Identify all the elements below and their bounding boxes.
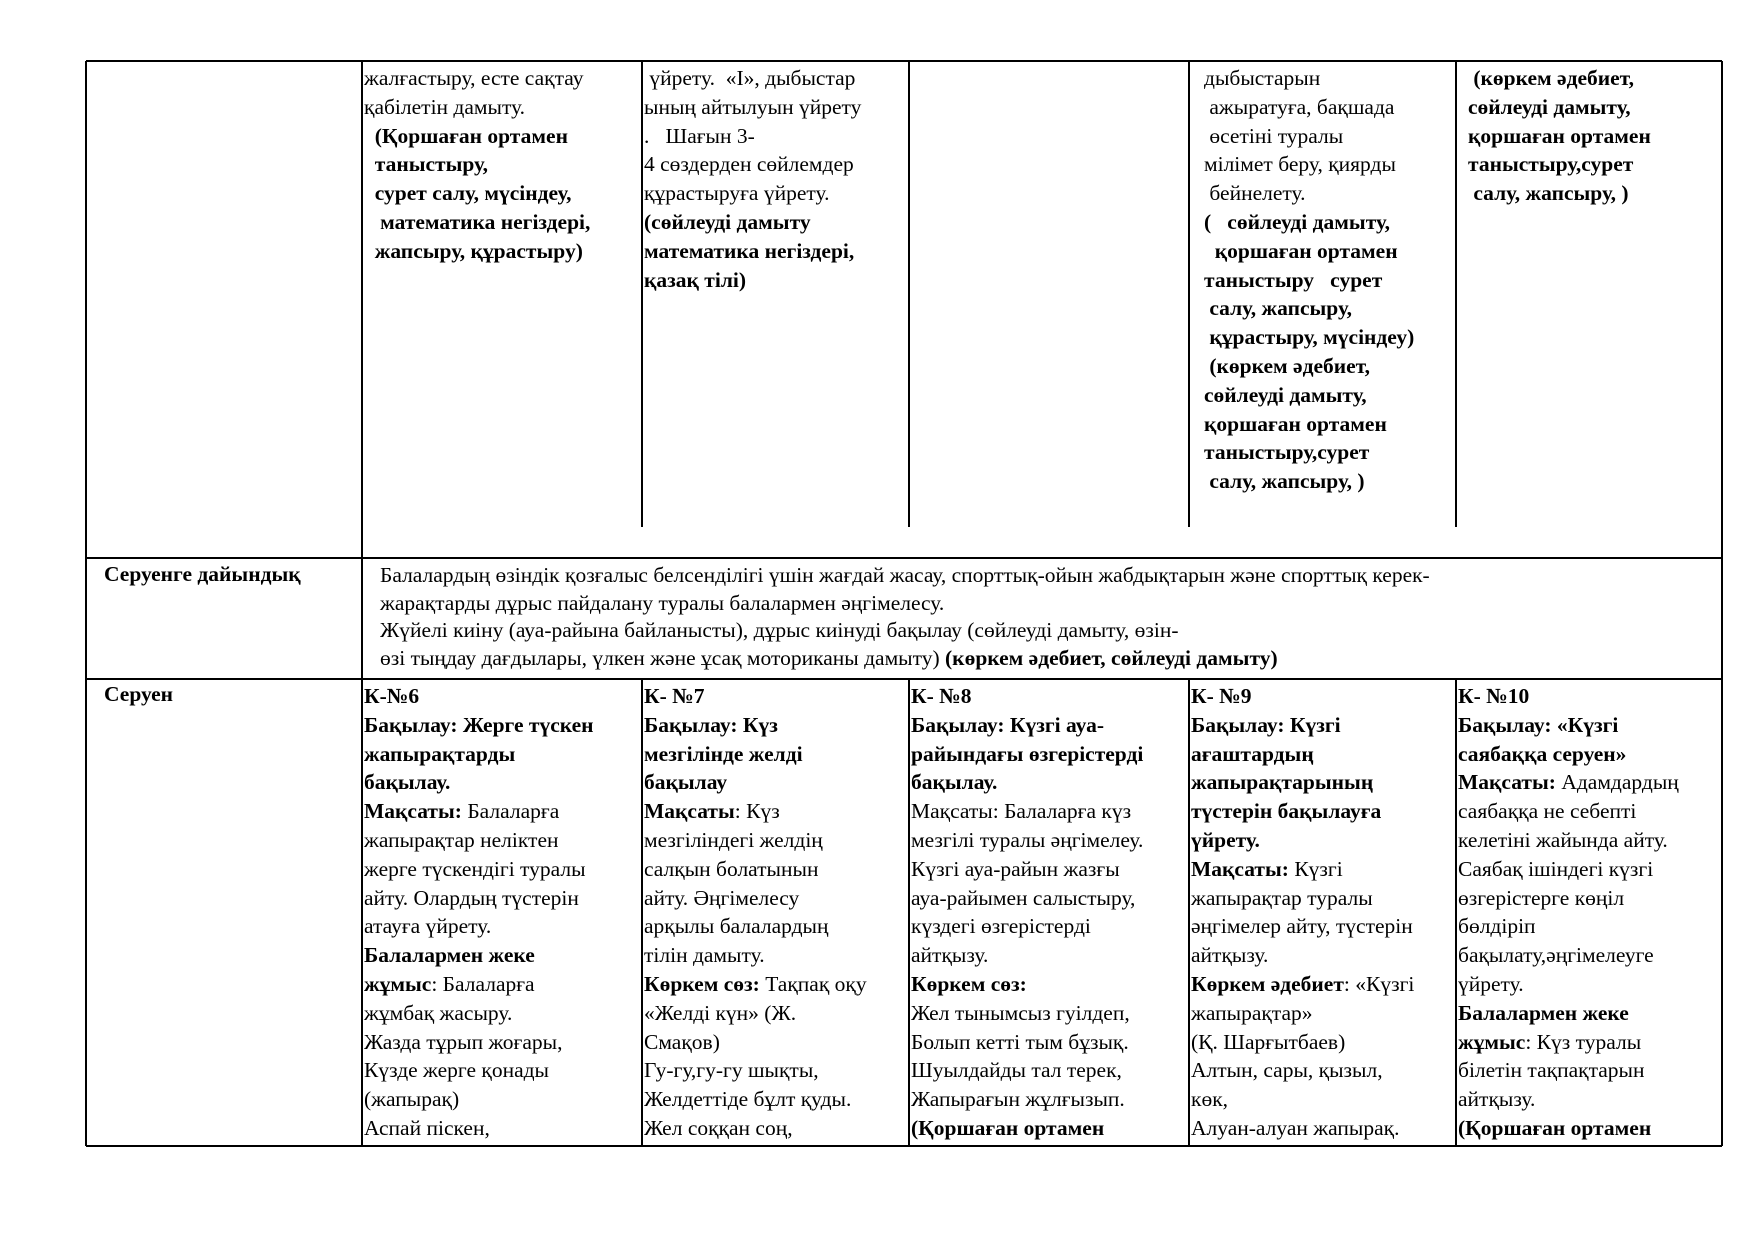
text-line	[1191, 682, 1414, 711]
bold-text: қоршаған ортамен	[1468, 123, 1651, 148]
text-line	[1458, 1056, 1679, 1085]
bold-text: Көркем әдебиет	[1191, 971, 1344, 996]
walk-row-col3-text	[644, 682, 867, 1143]
bold-text: таныстыру,	[364, 152, 489, 177]
plain-text: Гу-гу,гу-гу шықты,	[644, 1058, 819, 1083]
text-line	[1204, 294, 1414, 323]
plain-text: Жел тынымсыз гуілдеп,	[911, 1000, 1130, 1025]
text-line	[644, 884, 867, 913]
text-line	[1191, 941, 1414, 970]
bold-text: Мақсаты:	[1458, 770, 1556, 795]
text-line	[1458, 941, 1679, 970]
plain-text: өсетіні туралы	[1204, 123, 1344, 148]
bold-text: (сөйлеуді дамыту	[644, 209, 811, 234]
plain-text: өзгерістерге көңіл	[1458, 885, 1625, 910]
bold-text: (көркем әдебиет,	[1204, 353, 1371, 378]
text-line	[364, 1085, 594, 1114]
bold-text: жұмыс	[1458, 1029, 1526, 1054]
text-line	[1468, 179, 1651, 208]
text-line	[644, 179, 861, 208]
text-line	[644, 1056, 867, 1085]
text-line	[364, 826, 594, 855]
text-line	[380, 645, 1430, 673]
text-line	[911, 884, 1143, 913]
text-line	[1468, 122, 1651, 151]
plain-text: саябаққа не себепті	[1458, 799, 1637, 824]
plain-text: айтқызу.	[911, 943, 989, 968]
plain-text: әңгімелер айту, түстерін	[1191, 914, 1413, 939]
text-line	[1458, 1085, 1679, 1114]
text-line	[1204, 323, 1414, 352]
text-line	[911, 1085, 1143, 1114]
plain-text: құрастыруға үйрету.	[644, 181, 830, 206]
text-line	[1191, 740, 1414, 769]
plain-text: Күзгі	[1288, 856, 1343, 881]
text-line	[364, 970, 594, 999]
text-line	[911, 941, 1143, 970]
text-line	[644, 855, 867, 884]
text-line	[1204, 64, 1414, 93]
text-line	[1458, 1028, 1679, 1057]
bold-text: жапырақтарды	[364, 741, 516, 766]
plain-text: көк,	[1191, 1087, 1229, 1112]
text-line	[644, 150, 861, 179]
plain-text: Балалардың өзіндік қозғалыс белсенділігі үшін жағдай жасау, спорттық-ойын жабдықтарын және спорттық керек-	[380, 563, 1430, 587]
plain-text: жапырақтар»	[1191, 1000, 1313, 1025]
text-line	[1204, 237, 1414, 266]
text-line	[1204, 179, 1414, 208]
text-line	[1458, 797, 1679, 826]
text-line	[1458, 970, 1679, 999]
bold-text: жұмыс	[364, 971, 432, 996]
text-line	[644, 912, 867, 941]
plain-text: арқылы балалардың	[644, 914, 829, 939]
plain-text: үйрету. «І», дыбыстар	[644, 66, 856, 90]
text-line	[644, 266, 861, 295]
text-line	[364, 797, 594, 826]
bold-text: бақылау	[644, 770, 728, 795]
plain-text: : Күз туралы	[1525, 1029, 1642, 1054]
plain-text: Саябақ ішіндегі күзгі	[1458, 856, 1654, 881]
text-line	[1458, 912, 1679, 941]
text-line	[1458, 884, 1679, 913]
bold-text: Бақылау: Күзгі	[1191, 712, 1341, 737]
bold-text: салу, жапсыру, )	[1468, 181, 1629, 206]
bold-text: жапырақтарының	[1191, 770, 1374, 795]
text-line	[911, 1056, 1143, 1085]
plain-text: ажыратуға, бақшада	[1204, 94, 1395, 119]
text-line	[1458, 740, 1679, 769]
text-line	[1191, 855, 1414, 884]
bold-text: К- №10	[1458, 684, 1530, 708]
bold-text: Бақылау: «Күзгі	[1458, 712, 1619, 737]
plain-text: айту. Олардың түстерін	[364, 885, 579, 910]
plain-text: Болып кетті тым бұзық.	[911, 1029, 1129, 1054]
plain-text: : Балаларға	[431, 971, 535, 996]
bold-text: математика негіздері,	[364, 209, 591, 234]
bold-text: құрастыру, мүсіндеу)	[1204, 325, 1415, 350]
plain-text: күздегі өзгерістерді	[911, 914, 1091, 939]
plain-text: атауға үйрету.	[364, 914, 492, 939]
text-line	[364, 941, 594, 970]
text-line	[364, 768, 594, 797]
prep-row-text	[380, 562, 1430, 672]
plain-text: бейнелету.	[1204, 181, 1306, 206]
text-line	[911, 826, 1143, 855]
bold-text: Мақсаты:	[364, 799, 462, 824]
bold-text: түстерін бақылауға	[1191, 799, 1382, 824]
text-line	[644, 826, 867, 855]
plain-text: Адамдардың	[1555, 770, 1679, 795]
text-line	[911, 797, 1143, 826]
bold-text: Мақсаты	[644, 799, 735, 824]
bold-text: (көркем әдебиет,	[1468, 66, 1635, 90]
plain-text: Күзде жерге қонады	[364, 1058, 549, 1083]
bold-text: (көркем әдебиет, сөйлеуді дамыту)	[945, 645, 1278, 670]
text-line	[1204, 467, 1414, 496]
text-line	[644, 740, 867, 769]
text-line	[1458, 768, 1679, 797]
text-line	[1204, 208, 1414, 237]
text-line	[1191, 1056, 1414, 1085]
text-line	[911, 682, 1143, 711]
plain-text: Аспай піскен,	[364, 1115, 490, 1140]
plain-text: : «Күзгі	[1343, 971, 1415, 996]
plain-text: ының айтылуын үйрету	[644, 94, 862, 119]
text-line	[644, 122, 861, 151]
top-row-col3-text	[644, 64, 861, 294]
plain-text: Тақпақ оқу	[759, 971, 867, 996]
top-row-col5-text	[1204, 64, 1414, 496]
plain-text: жерге түскендігі туралы	[364, 856, 586, 881]
plain-text: ауа-райымен салыстыру,	[911, 885, 1136, 910]
bold-text: Балалармен жеке	[364, 943, 535, 968]
text-line	[644, 64, 861, 93]
text-line	[364, 1056, 594, 1085]
text-line	[644, 93, 861, 122]
bold-text: Көркем сөз:	[644, 971, 760, 996]
text-line	[364, 855, 594, 884]
plain-text: Жапырағын жұлғызып.	[911, 1087, 1125, 1112]
text-line	[380, 562, 1430, 590]
plain-text: Желдеттіде бұлт қуды.	[644, 1087, 852, 1112]
plain-text: бақылату,әңгімелеуге	[1458, 943, 1654, 968]
plain-text: жарақтарды дұрыс пайдалану туралы балалармен әңгімелесу.	[380, 590, 945, 615]
plain-text: Алуан-алуан жапырақ.	[1191, 1115, 1400, 1140]
text-line	[1458, 711, 1679, 740]
plain-text: мезгіліндегі желдің	[644, 827, 823, 852]
walk-row-col5-text	[1191, 682, 1414, 1143]
text-line	[364, 208, 590, 237]
text-line	[644, 1028, 867, 1057]
text-line	[911, 1028, 1143, 1057]
text-line	[911, 855, 1143, 884]
top-row-col6-text	[1468, 64, 1651, 208]
plain-text: мілімет беру, қиярды	[1204, 152, 1396, 177]
plain-text: Жүйелі киіну (ауа-райына байланысты), дұрыс киінуді бақылау (сөйлеуді дамыту, өзін-	[380, 618, 1179, 642]
text-line	[1204, 410, 1414, 439]
text-line	[364, 122, 590, 151]
plain-text: үйрету.	[1458, 971, 1524, 996]
bold-text: мезгілінде желді	[644, 741, 803, 766]
text-line	[1191, 1085, 1414, 1114]
bold-text: бақылау.	[911, 770, 998, 795]
bold-text: қазақ тілі)	[644, 267, 747, 292]
text-line	[1458, 855, 1679, 884]
text-line	[1204, 122, 1414, 151]
text-line	[911, 999, 1143, 1028]
bold-text: (Қоршаған ортамен	[1458, 1115, 1652, 1140]
text-line	[1191, 1114, 1414, 1143]
text-line	[380, 617, 1430, 645]
text-line	[1191, 970, 1414, 999]
text-line	[644, 1114, 867, 1143]
plain-text: Алтын, сары, қызыл,	[1191, 1058, 1383, 1083]
text-line	[1204, 381, 1414, 410]
text-line	[364, 64, 590, 93]
bold-text: Бақылау: Жерге түскен	[364, 712, 594, 737]
bold-text: саябаққа серуен»	[1458, 741, 1627, 766]
text-line	[1191, 912, 1414, 941]
text-line	[644, 999, 867, 1028]
text-line	[364, 912, 594, 941]
plain-text: жапырақтар туралы	[1191, 885, 1373, 910]
plain-text: салқын болатынын	[644, 856, 819, 881]
text-line	[911, 711, 1143, 740]
plain-text: мезгілі туралы әңгімелеу.	[911, 827, 1144, 852]
plain-text: айтқызу.	[1191, 943, 1269, 968]
text-line	[364, 150, 590, 179]
text-line	[1191, 711, 1414, 740]
text-line	[1204, 150, 1414, 179]
text-line	[1468, 64, 1651, 93]
walk-row-col4-text	[911, 682, 1143, 1143]
plain-text: жұмбақ жасыру.	[364, 1000, 513, 1025]
text-line	[644, 237, 861, 266]
plain-text: жапырақтар неліктен	[364, 827, 559, 852]
text-line	[1458, 999, 1679, 1028]
plain-text: білетін тақпақтарын	[1458, 1058, 1645, 1083]
bold-text: салу, жапсыру,	[1204, 296, 1352, 321]
walk-row-label: Серуен	[104, 682, 174, 706]
plain-text: бөлдіріп	[1458, 914, 1536, 939]
text-line	[644, 208, 861, 237]
plain-text: : Күз	[734, 799, 780, 824]
bold-text: (Қоршаған ортамен	[911, 1115, 1105, 1140]
text-line	[644, 711, 867, 740]
plain-text: . Шағын 3-	[644, 123, 755, 148]
text-line	[644, 797, 867, 826]
bold-text: К- №7	[644, 684, 705, 708]
plain-text: Смақов)	[644, 1029, 720, 1054]
text-line	[1468, 93, 1651, 122]
bold-text: Көркем сөз:	[911, 971, 1027, 996]
walk-row-col6-text	[1458, 682, 1679, 1143]
bold-text: сөйлеуді дамыту,	[1468, 94, 1631, 119]
text-line	[1204, 266, 1414, 295]
text-line	[1458, 826, 1679, 855]
text-line	[911, 912, 1143, 941]
bold-text: бақылау.	[364, 770, 451, 795]
bold-text: қоршаған ортамен	[1204, 238, 1398, 263]
text-line	[364, 179, 590, 208]
text-line	[1191, 999, 1414, 1028]
bold-text: ағаштардың	[1191, 741, 1314, 766]
text-line	[1458, 1114, 1679, 1143]
plain-text: айтқызу.	[1458, 1087, 1536, 1112]
plain-text: өзі тыңдау дағдылары, үлкен және ұсақ моториканы дамыту)	[380, 645, 946, 670]
plain-text: тілін дамыту.	[644, 943, 765, 968]
plain-text: Шуылдайды тал терек,	[911, 1058, 1122, 1083]
bold-text: райындағы өзгерістерді	[911, 741, 1144, 766]
text-line	[644, 970, 867, 999]
text-line	[911, 740, 1143, 769]
plain-text: 4 сөздерден сөйлемдер	[644, 152, 854, 177]
top-row-col2-text	[364, 64, 590, 266]
plain-text: Жел соққан соң,	[644, 1115, 793, 1140]
bold-text: Бақылау: Күзгі ауа-	[911, 712, 1104, 737]
bold-text: таныстыру,сурет	[1468, 152, 1634, 177]
plain-text: дыбыстарын	[1204, 66, 1321, 90]
plain-text: (жапырақ)	[364, 1087, 460, 1112]
text-line	[644, 941, 867, 970]
bold-text: Бақылау: Күз	[644, 712, 778, 737]
text-line	[1458, 682, 1679, 711]
text-line	[644, 1085, 867, 1114]
text-line	[644, 768, 867, 797]
text-line	[1191, 768, 1414, 797]
bold-text: К- №8	[911, 684, 972, 708]
text-line	[1468, 150, 1651, 179]
text-line	[911, 1114, 1143, 1143]
text-line	[911, 970, 1143, 999]
bold-text: К-№6	[364, 684, 420, 708]
plain-text: қабілетін дамыту.	[364, 94, 526, 119]
text-line	[1204, 93, 1414, 122]
bold-text: К- №9	[1191, 684, 1252, 708]
bold-text: таныстыру сурет	[1204, 267, 1383, 292]
text-line	[364, 682, 594, 711]
bold-text: сурет салу, мүсіндеу,	[364, 181, 572, 206]
text-line	[364, 884, 594, 913]
plain-text: Күзгі ауа-райын жазғы	[911, 856, 1120, 881]
bold-text: Мақсаты:	[1191, 856, 1289, 881]
prep-row-label: Серуенге дайындық	[104, 562, 301, 586]
bold-text: салу, жапсыру, )	[1204, 469, 1365, 494]
bold-text: математика негіздері,	[644, 238, 855, 263]
bold-text: (Қоршаған ортамен	[364, 123, 568, 148]
text-line	[364, 237, 590, 266]
text-line	[364, 740, 594, 769]
plain-text: жалғастыру, есте сақтау	[364, 66, 584, 90]
text-line	[364, 999, 594, 1028]
text-line	[364, 1028, 594, 1057]
text-line	[364, 1114, 594, 1143]
plain-text: келетіні жайында айту.	[1458, 827, 1668, 852]
walk-row-col2-text	[364, 682, 594, 1143]
text-line	[364, 711, 594, 740]
bold-text: Балалармен жеке	[1458, 1000, 1629, 1025]
plain-text: «Желді күн» (Ж.	[644, 1000, 797, 1025]
text-line	[1191, 797, 1414, 826]
text-line	[380, 590, 1430, 618]
plain-text: Мақсаты: Балаларға күз	[911, 799, 1132, 824]
plain-text: айту. Әңгімелесу	[644, 885, 800, 910]
bold-text: ( сөйлеуді дамыту,	[1204, 209, 1390, 234]
bold-text: сөйлеуді дамыту,	[1204, 382, 1367, 407]
bold-text: жапсыру, құрастыру)	[364, 238, 583, 263]
bold-text: қоршаған ортамен	[1204, 411, 1387, 436]
text-line	[1204, 352, 1414, 381]
text-line	[364, 93, 590, 122]
text-line	[644, 682, 867, 711]
text-line	[1191, 826, 1414, 855]
bold-text: таныстыру,сурет	[1204, 440, 1370, 465]
plain-text: Жазда тұрып жоғары,	[364, 1029, 563, 1054]
text-line	[911, 768, 1143, 797]
text-line	[1204, 438, 1414, 467]
bold-text: үйрету.	[1191, 827, 1260, 852]
text-line	[1191, 1028, 1414, 1057]
text-line	[1191, 884, 1414, 913]
plain-text: Балаларға	[461, 799, 560, 824]
plain-text: (Қ. Шарғытбаев)	[1191, 1029, 1346, 1054]
